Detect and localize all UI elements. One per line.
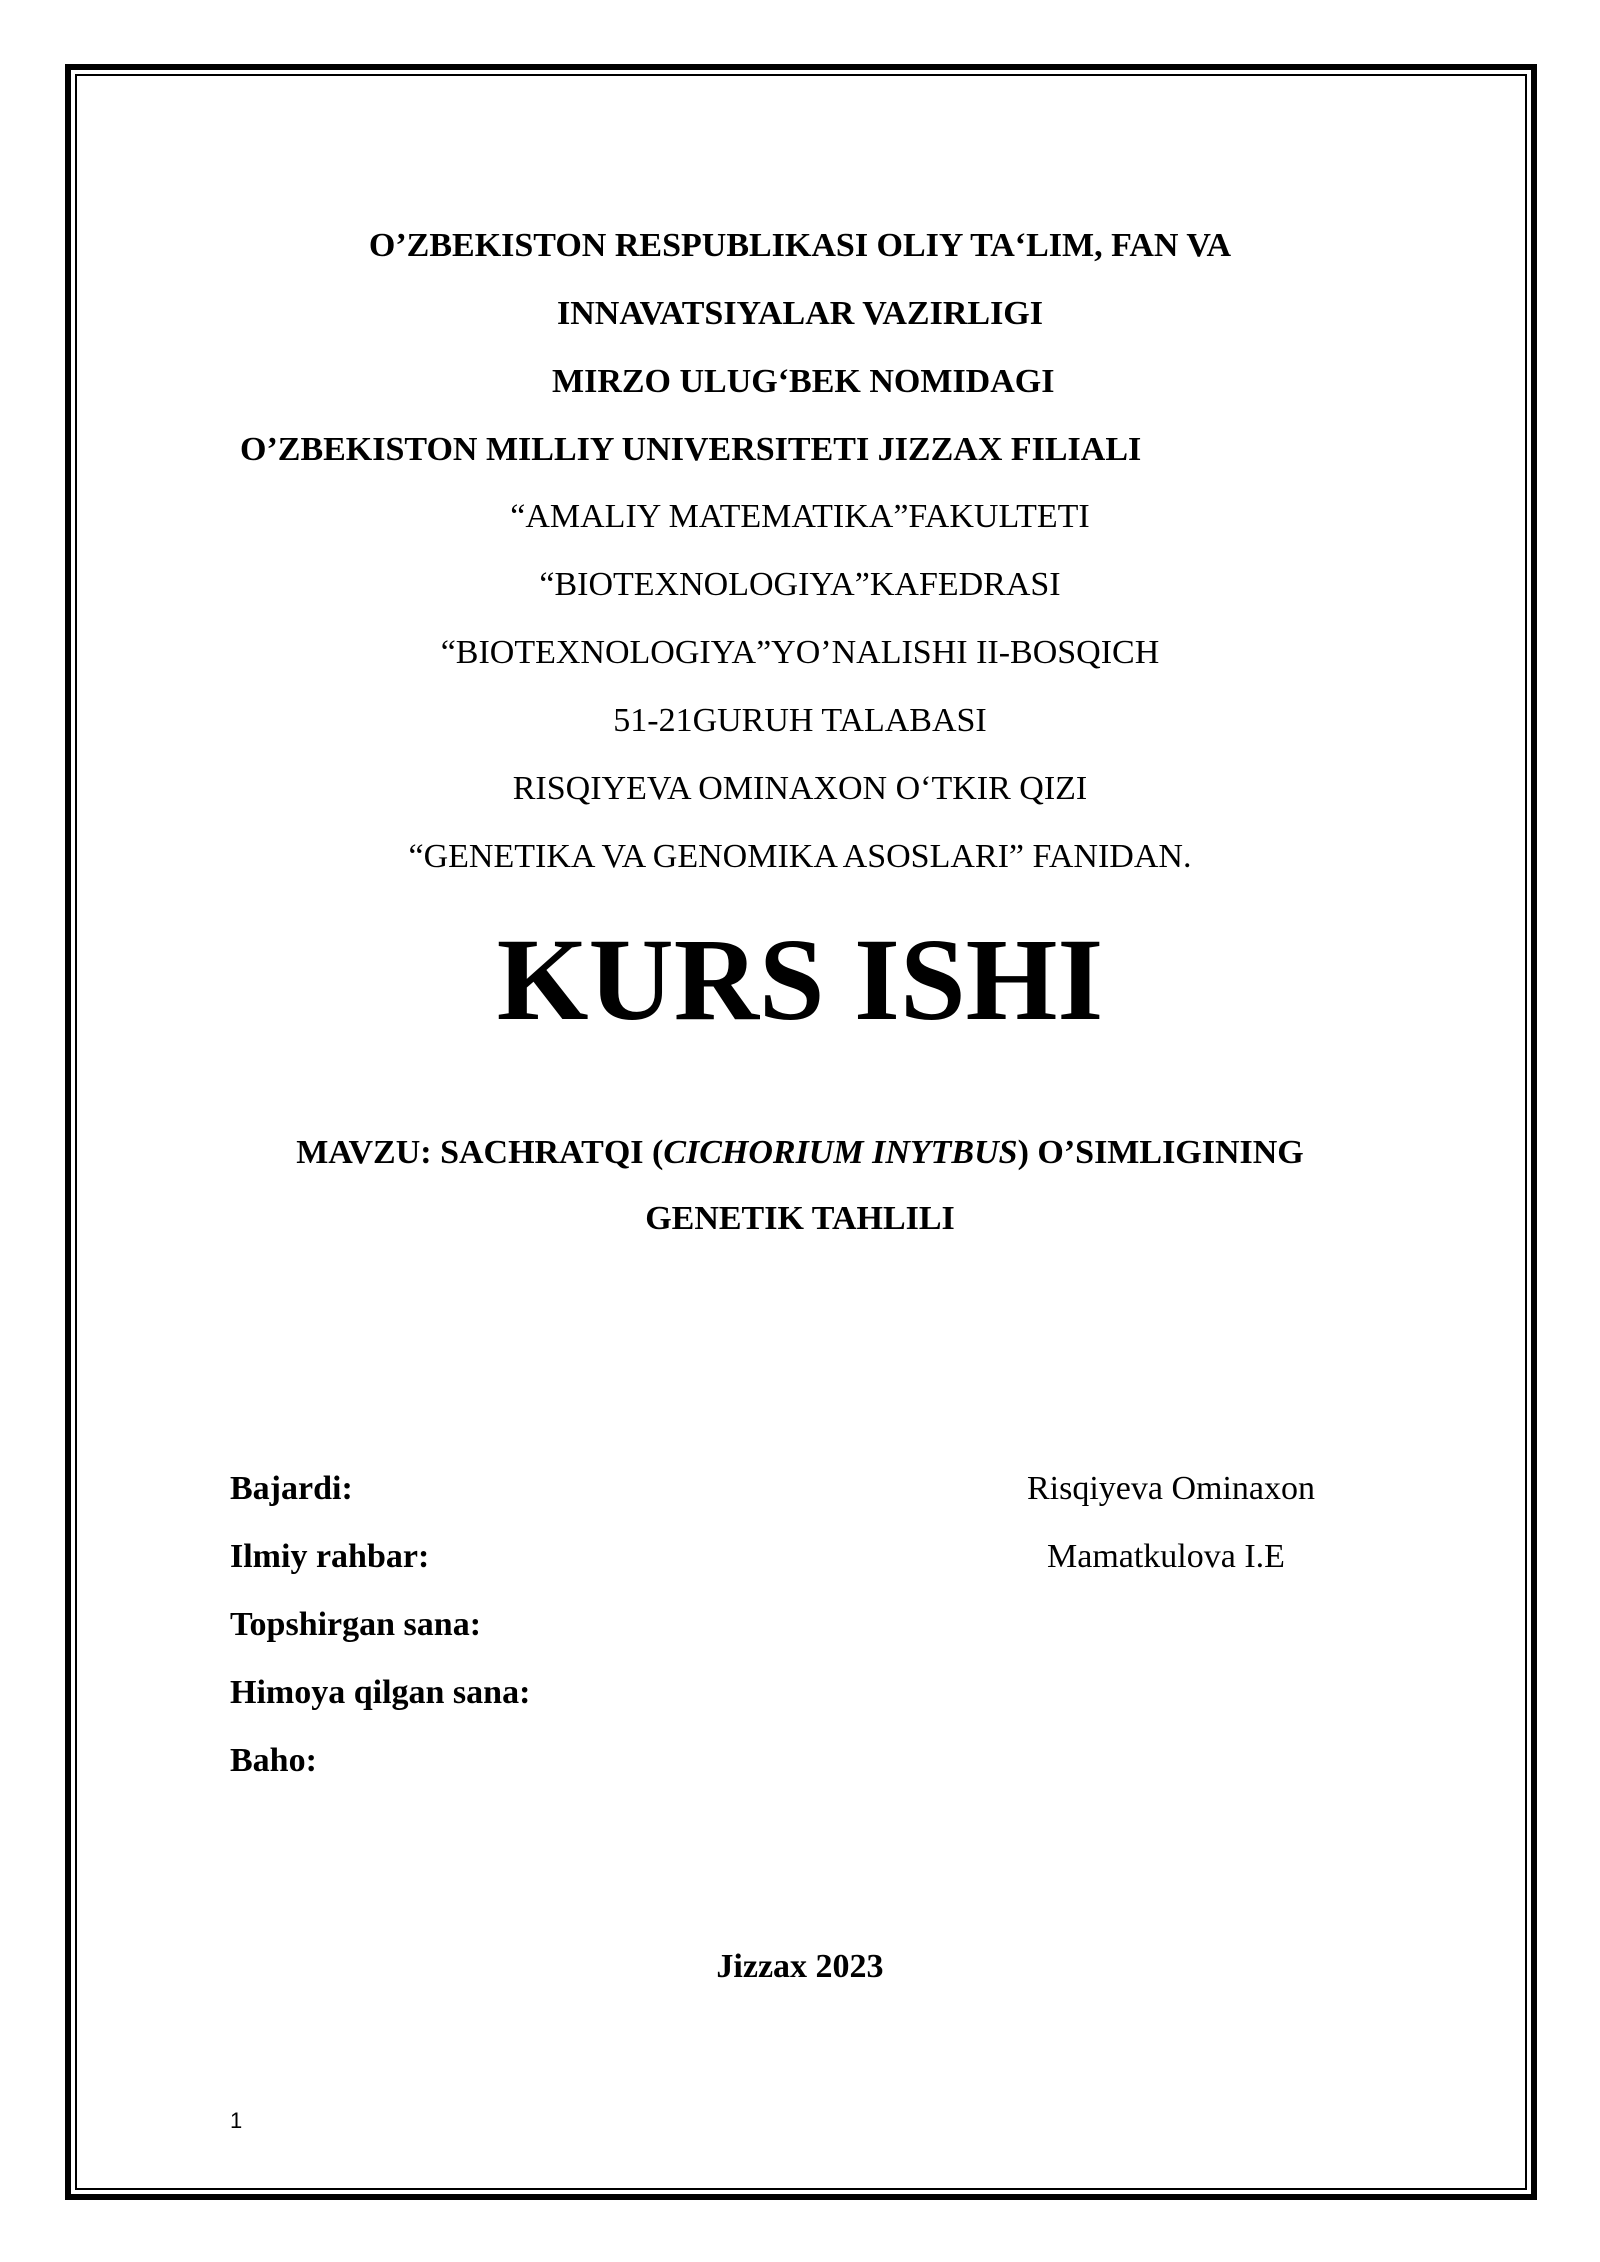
document-title: KURS ISHI	[496, 914, 1104, 1045]
group-line: 51-21GURUH TALABASI	[613, 702, 987, 739]
performed-label: Bajardi:	[230, 1470, 353, 1507]
university-line-2: O’ZBEKISTON MILLIY UNIVERSITETI JIZZAX FILIALI	[240, 431, 1142, 468]
topic-line-2: GENETIK TAHLILI	[645, 1200, 955, 1237]
defended-date-label: Himoya qilgan sana:	[230, 1674, 531, 1711]
submitted-date-label: Topshirgan sana:	[230, 1606, 482, 1643]
city-year: Jizzax 2023	[716, 1948, 884, 1985]
page-number: 1	[230, 2108, 243, 2133]
topic-suffix: ) O’SIMLIGINING	[1017, 1134, 1304, 1171]
advisor-label: Ilmiy rahbar:	[230, 1538, 430, 1575]
ministry-line-1: O’ZBEKISTON RESPUBLIKASI OLIY TA‘LIM, FAN VA	[368, 227, 1232, 264]
subject-line: “GENETIKA VA GENOMIKA ASOSLARI” FANIDAN.	[408, 838, 1192, 875]
direction-line: “BIOTEXNOLOGIYA”YO’NALISHI II-BOSQICH	[440, 634, 1160, 671]
topic-line-1	[0, 1133, 1600, 1173]
department-line: “BIOTEXNOLOGIYA”KAFEDRASI	[539, 566, 1061, 603]
ministry-line-2: INNAVATSIYALAR VAZIRLIGI	[557, 295, 1043, 332]
faculty-line: “AMALIY MATEMATIKA”FAKULTETI	[510, 498, 1090, 535]
student-line: RISQIYEVA OMINAXON O‘TKIR QIZI	[512, 770, 1088, 807]
topic-latin-name: CICHORIUM INYTBUS	[663, 1134, 1018, 1171]
performed-value: Risqiyeva Ominaxon	[1027, 1470, 1316, 1507]
topic-prefix: MAVZU: SACHRATQI (	[296, 1134, 664, 1171]
advisor-value: Mamatkulova I.E	[1047, 1538, 1285, 1575]
grade-label: Baho:	[230, 1742, 317, 1779]
university-line-1: MIRZO ULUG‘BEK NOMIDAGI	[552, 363, 1055, 400]
